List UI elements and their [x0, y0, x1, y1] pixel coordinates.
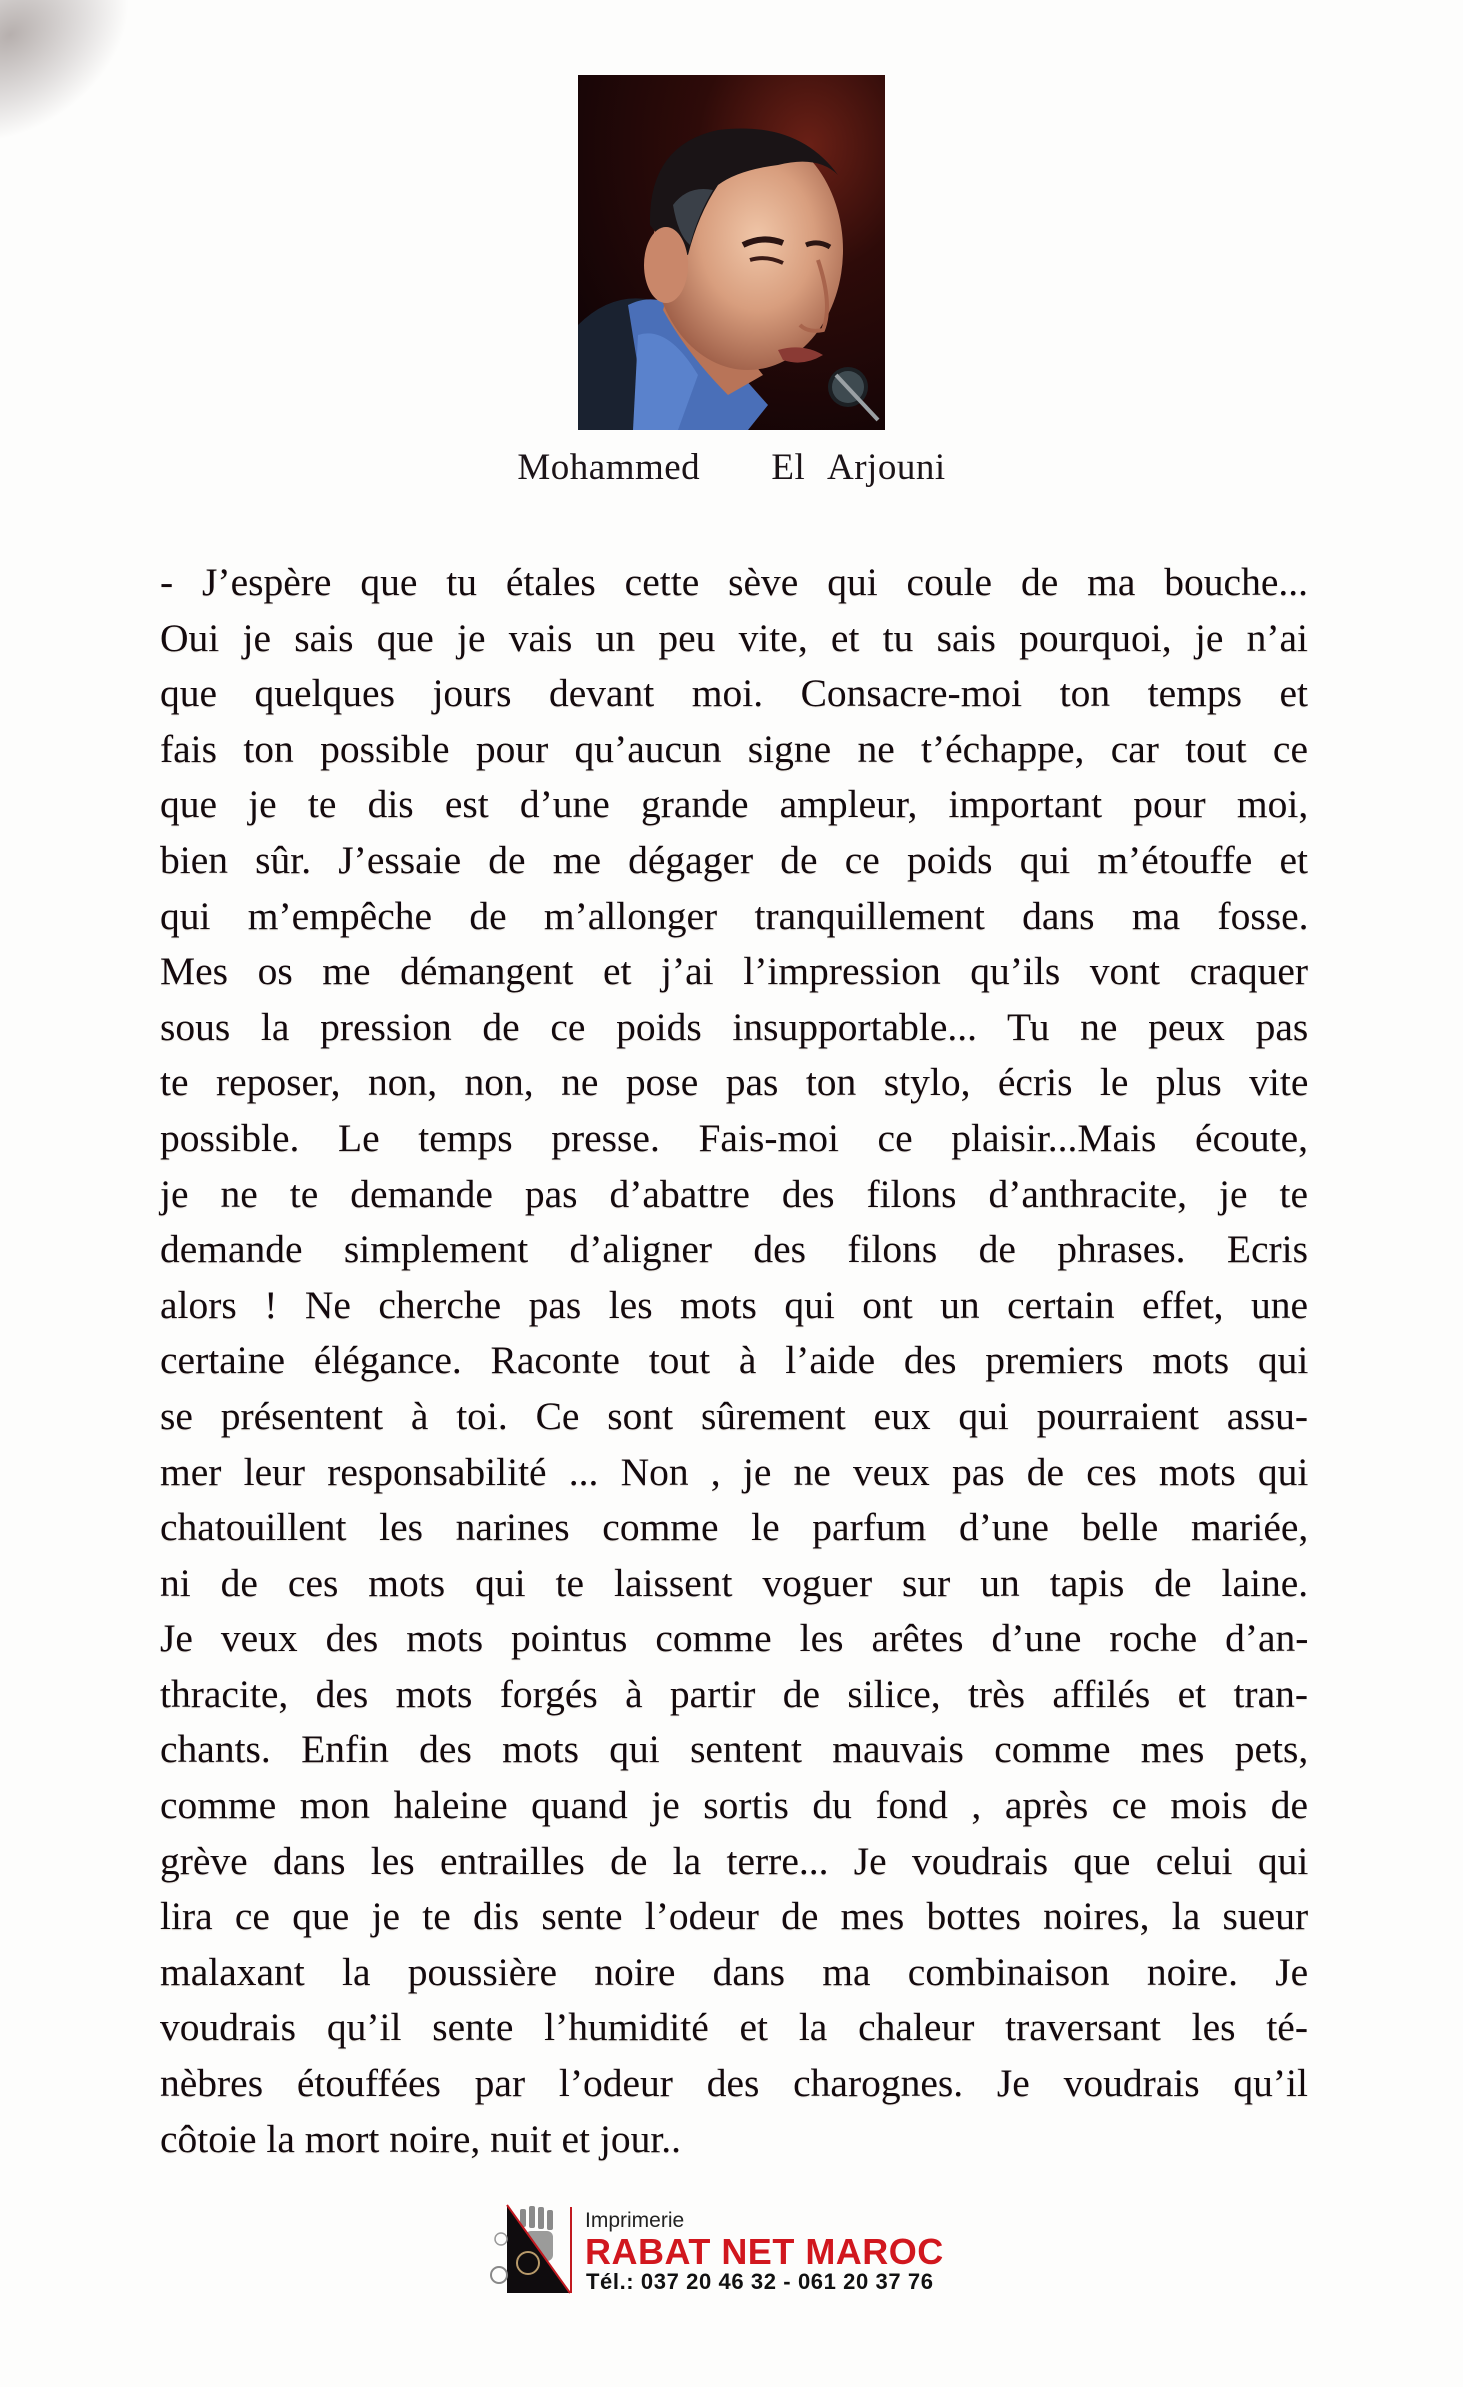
- excerpt-line: malaxant la poussière noire dans ma combinaison noire. Je: [160, 1949, 1309, 1994]
- excerpt-line: demande simplement d’aligner des filons de phrases. Ecris: [160, 1227, 1308, 1272]
- printer-phone: Tél.: 037 20 46 32 - 061 20 37 76: [586, 2269, 934, 2294]
- printer-logo: [485, 2203, 1005, 2298]
- excerpt-line: alors ! Ne cherche pas les mots qui ont un certain effet, une: [160, 1282, 1309, 1327]
- excerpt-line: - J’espère que tu étales cette sève qui coule de ma bouche...: [160, 560, 1308, 604]
- excerpt-line: te reposer, non, non, ne pose pas ton stylo, écris le plus vite: [160, 1060, 1309, 1105]
- printer-name: RABAT NET MAROC: [585, 2231, 944, 2272]
- excerpt-line: certaine élégance. Raconte tout à l’aide des premiers mots qui: [160, 1338, 1309, 1383]
- excerpt-line: chatouillent les narines comme le parfum d’une belle mariée,: [160, 1505, 1309, 1550]
- excerpt-line: Oui je sais que je vais un peu vite, et tu sais pourquoi, je n’ai: [160, 615, 1309, 660]
- excerpt-line: possible. Le temps presse. Fais-moi ce plaisir...Mais écoute,: [160, 1115, 1308, 1160]
- excerpt-line: lira ce que je te dis sente l’odeur de mes bottes noires, la sueur: [160, 1894, 1309, 1939]
- excerpt-line: sous la pression de ce poids insupportable... Tu ne peux pas: [160, 1004, 1309, 1049]
- excerpt-line: que je te dis est d’une grande ampleur, important pour moi,: [160, 782, 1309, 827]
- excerpt-line: mer leur responsabilité ... Non , je ne veux pas de ces mots qui: [160, 1449, 1309, 1494]
- excerpt-line: chants. Enfin des mots qui sentent mauvais comme mes pets,: [160, 1727, 1309, 1772]
- excerpt-line: bien sûr. J’essaie de me dégager de ce poids qui m’étouffe et: [160, 837, 1308, 882]
- excerpt-line: côtoie la mort noire, nuit et jour..: [160, 2116, 682, 2161]
- excerpt-line: comme mon haleine quand je sortis du fond , après ce mois de: [160, 1783, 1308, 1828]
- excerpt-line: thracite, des mots forgés à partir de silice, très affilés et tran-: [160, 1671, 1309, 1716]
- page-corner-shadow: [0, 0, 171, 187]
- excerpt-text: [160, 555, 1308, 2167]
- excerpt-line: qui m’empêche de m’allonger tranquillement dans ma fosse.: [160, 893, 1309, 938]
- excerpt-line: Je veux des mots pointus comme les arêtes d’une roche d’an-: [160, 1616, 1309, 1661]
- excerpt-line: que quelques jours devant moi. Consacre-moi ton temps et: [160, 671, 1308, 716]
- excerpt-line: Mes os me démangent et j’ai l’impression qu’ils vont craquer: [160, 949, 1308, 994]
- excerpt-line: voudrais qu’il sente l’humidité et la chaleur traversant les té-: [160, 2005, 1308, 2050]
- excerpt-line: se présentent à toi. Ce sont sûrement eux qui pourraient assu-: [160, 1393, 1308, 1438]
- excerpt-line: fais ton possible pour qu’aucun signe ne t’échappe, car tout ce: [160, 726, 1308, 771]
- author-name: Mohammed El Arjouni: [517, 447, 946, 488]
- excerpt-line: ni de ces mots qui te laissent voguer sur un tapis de laine.: [160, 1560, 1309, 1605]
- excerpt-line: je ne te demande pas d’abattre des filons d’anthracite, je te: [160, 1171, 1308, 1216]
- author-photo: [578, 75, 885, 430]
- excerpt-line: grève dans les entrailles de la terre... Je voudrais que celui qui: [160, 1838, 1309, 1883]
- printer-label: Imprimerie: [585, 2209, 685, 2232]
- triangle-hand-ring-logo-icon: [485, 2203, 590, 2295]
- excerpt-line: nèbres étouffées par l’odeur des charognes. Je voudrais qu’il: [160, 2061, 1308, 2106]
